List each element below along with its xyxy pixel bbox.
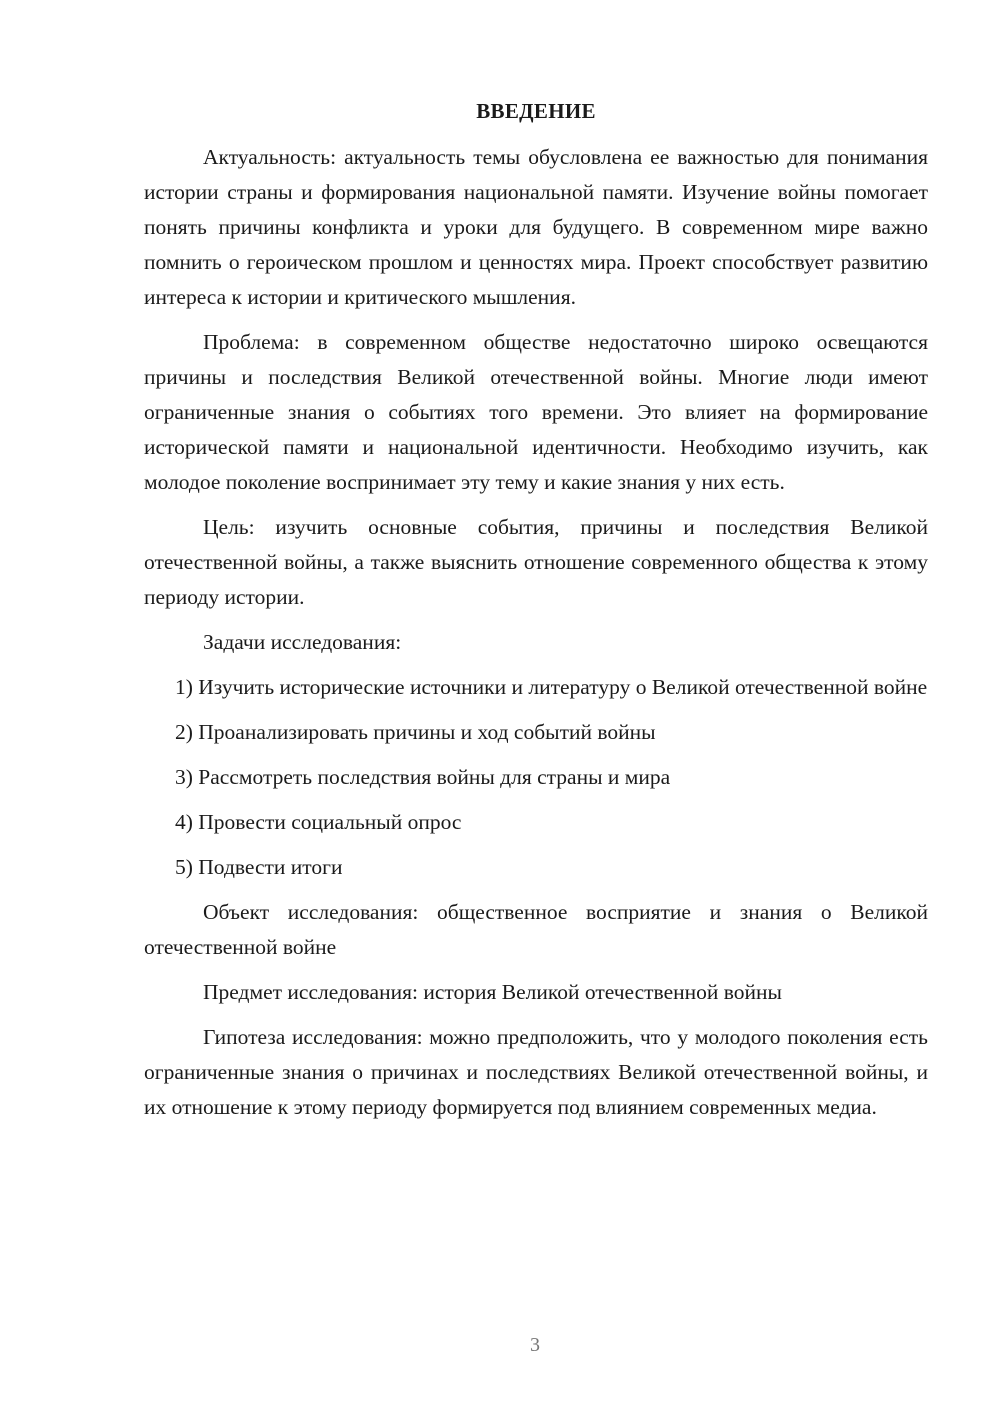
task-item-4: 4) Провести социальный опрос [175, 810, 462, 834]
section-heading: ВВЕДЕНИЕ [476, 99, 596, 123]
task-item-5: 5) Подвести итоги [175, 855, 343, 879]
paragraph-goal: Цель: изучить основные события, причины и последствия Великой отечественной войны, а также выяснить отношение современного общества к этому периоду истории. [144, 515, 928, 609]
paragraph-relevance: Актуальность: актуальность темы обусловлена ее важностью для понимания истории страны и формирования национальной памяти. Изучение войны помогает понять причины конфликта и уроки для будущего. В современном мире важно помнить о героическом прошлом и ценностях мира. Проект способствует развитию интереса к истории и критического мышления. [144, 145, 928, 309]
paragraph-hypothesis: Гипотеза исследования: можно предположить, что у молодого поколения есть ограниченные знания о причинах и последствиях Великой отечественной войны, и их отношение к этому периоду формируется под влиянием современных медиа. [144, 1025, 928, 1119]
task-item-3: 3) Рассмотреть последствия войны для страны и мира [175, 765, 671, 789]
paragraph-subject: Предмет исследования: история Великой отечественной войны [203, 980, 782, 1004]
paragraph-object: Объект исследования: общественное восприятие и знания о Великой отечественной войне [144, 900, 928, 959]
tasks-title: Задачи исследования: [203, 630, 402, 654]
task-item-2: 2) Проанализировать причины и ход событий войны [175, 720, 656, 744]
page-number: 3 [530, 1334, 540, 1356]
document-page [144, 96, 928, 1135]
task-item-1: 1) Изучить исторические источники и литературу о Великой отечественной войне [175, 675, 928, 699]
paragraph-problem: Проблема: в современном обществе недостаточно широко освещаются причины и последствия Великой отечественной войны. Многие люди имеют ограниченные знания о событиях того времени. Это влияет на формирование исторической памяти и национальной идентичности. Необходимо изучить, как молодое поколение воспринимает эту тему и какие знания у них есть. [144, 330, 928, 494]
